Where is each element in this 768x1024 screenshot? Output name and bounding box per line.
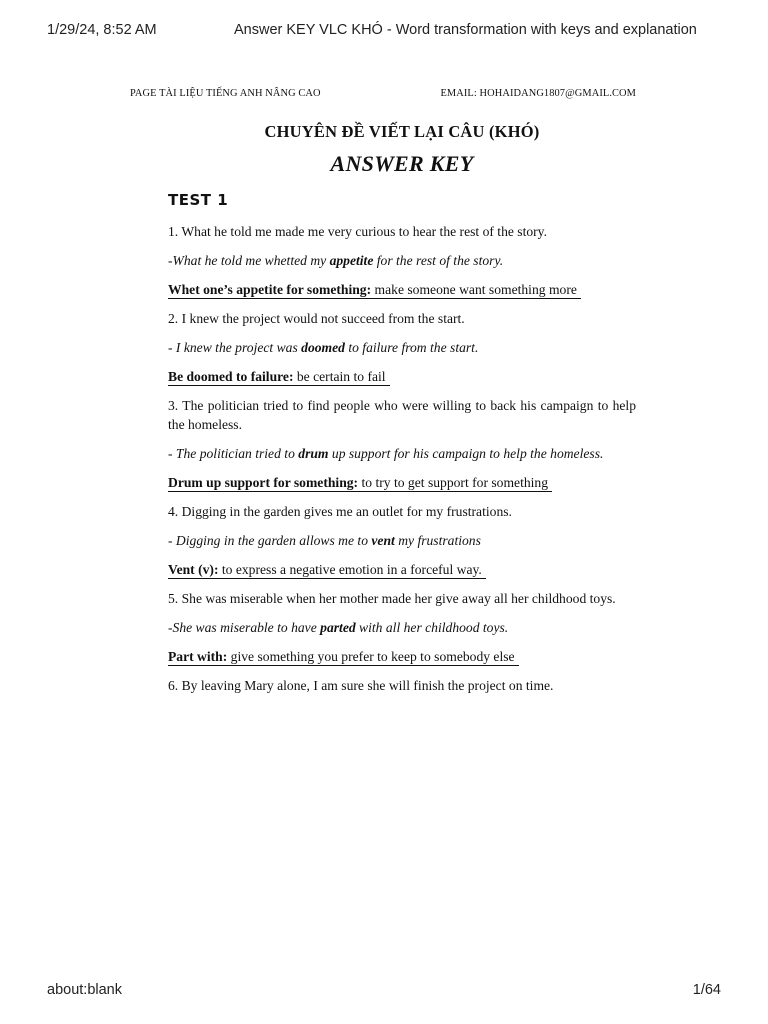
question-4: 4. Digging in the garden gives me an outlet for my frustrations.	[168, 504, 512, 519]
answer-keyword-4: vent	[371, 533, 395, 548]
definition-2: Be doomed to failure: be certain to fail	[168, 367, 636, 386]
answer-keyword-5: parted	[320, 620, 356, 635]
question-1: 1. What he told me made me very curious to hear the rest of the story.	[168, 224, 547, 239]
definition-5: Part with: give something you prefer to keep to somebody else	[168, 647, 636, 666]
document-page	[130, 84, 636, 705]
test-heading: TEST 1	[168, 191, 229, 209]
answer-5: -She was miserable to have parted with all her childhood toys.	[168, 620, 509, 635]
question-5: 5. She was miserable when her mother made her give away all her childhood toys.	[168, 591, 616, 606]
answer-keyword-1: appetite	[329, 253, 374, 268]
term-5: Part with:	[168, 649, 228, 664]
answer-1: -What he told me whetted my appetite for the rest of the story.	[168, 253, 504, 268]
page-header-email: EMAIL: HOHAIDANG1807@GMAIL.COM	[440, 88, 636, 99]
print-header	[0, 22, 768, 42]
definition-4: Vent (v): to express a negative emotion in a forceful way.	[168, 560, 636, 579]
definition-1: Whet one’s appetite for something: make someone want something more	[168, 280, 636, 299]
print-footer	[0, 982, 768, 1002]
answer-key-heading: ANSWER KEY	[330, 151, 474, 176]
items-list	[168, 222, 636, 695]
main-title: CHUYÊN ĐỀ VIẾT LẠI CÂU (KHÓ)	[264, 122, 540, 141]
page-url: about:blank	[47, 982, 122, 998]
definition-3: Drum up support for something: to try to get support for something	[168, 473, 636, 492]
page-header	[130, 84, 636, 100]
answer-3: - The politician tried to drum up support for his campaign to help the homeless.	[168, 446, 604, 461]
document-title: Answer KEY VLC KHÓ - Word transformation with keys and explanation	[234, 22, 697, 38]
page-indicator: 1/64	[692, 982, 721, 998]
term-1: Whet one’s appetite for something:	[168, 282, 372, 297]
answer-2: - I knew the project was doomed to failure from the start.	[168, 340, 479, 355]
print-datetime: 1/29/24, 8:52 AM	[47, 22, 157, 38]
term-4: Vent (v):	[168, 562, 219, 577]
answer-4: - Digging in the garden allows me to vent my frustrations	[168, 533, 481, 548]
term-2: Be doomed to failure:	[168, 369, 294, 384]
question-6: 6. By leaving Mary alone, I am sure she will finish the project on time.	[168, 678, 554, 693]
answer-keyword-3: drum	[298, 446, 329, 461]
question-3: 3. The politician tried to find people who were willing to back his campaign to help the homeless.	[168, 398, 636, 432]
term-3: Drum up support for something:	[168, 475, 359, 490]
page-header-left: PAGE TÀI LIỆU TIẾNG ANH NÂNG CAO	[130, 88, 321, 99]
answer-keyword-2: doomed	[301, 340, 345, 355]
question-2: 2. I knew the project would not succeed from the start.	[168, 311, 465, 326]
